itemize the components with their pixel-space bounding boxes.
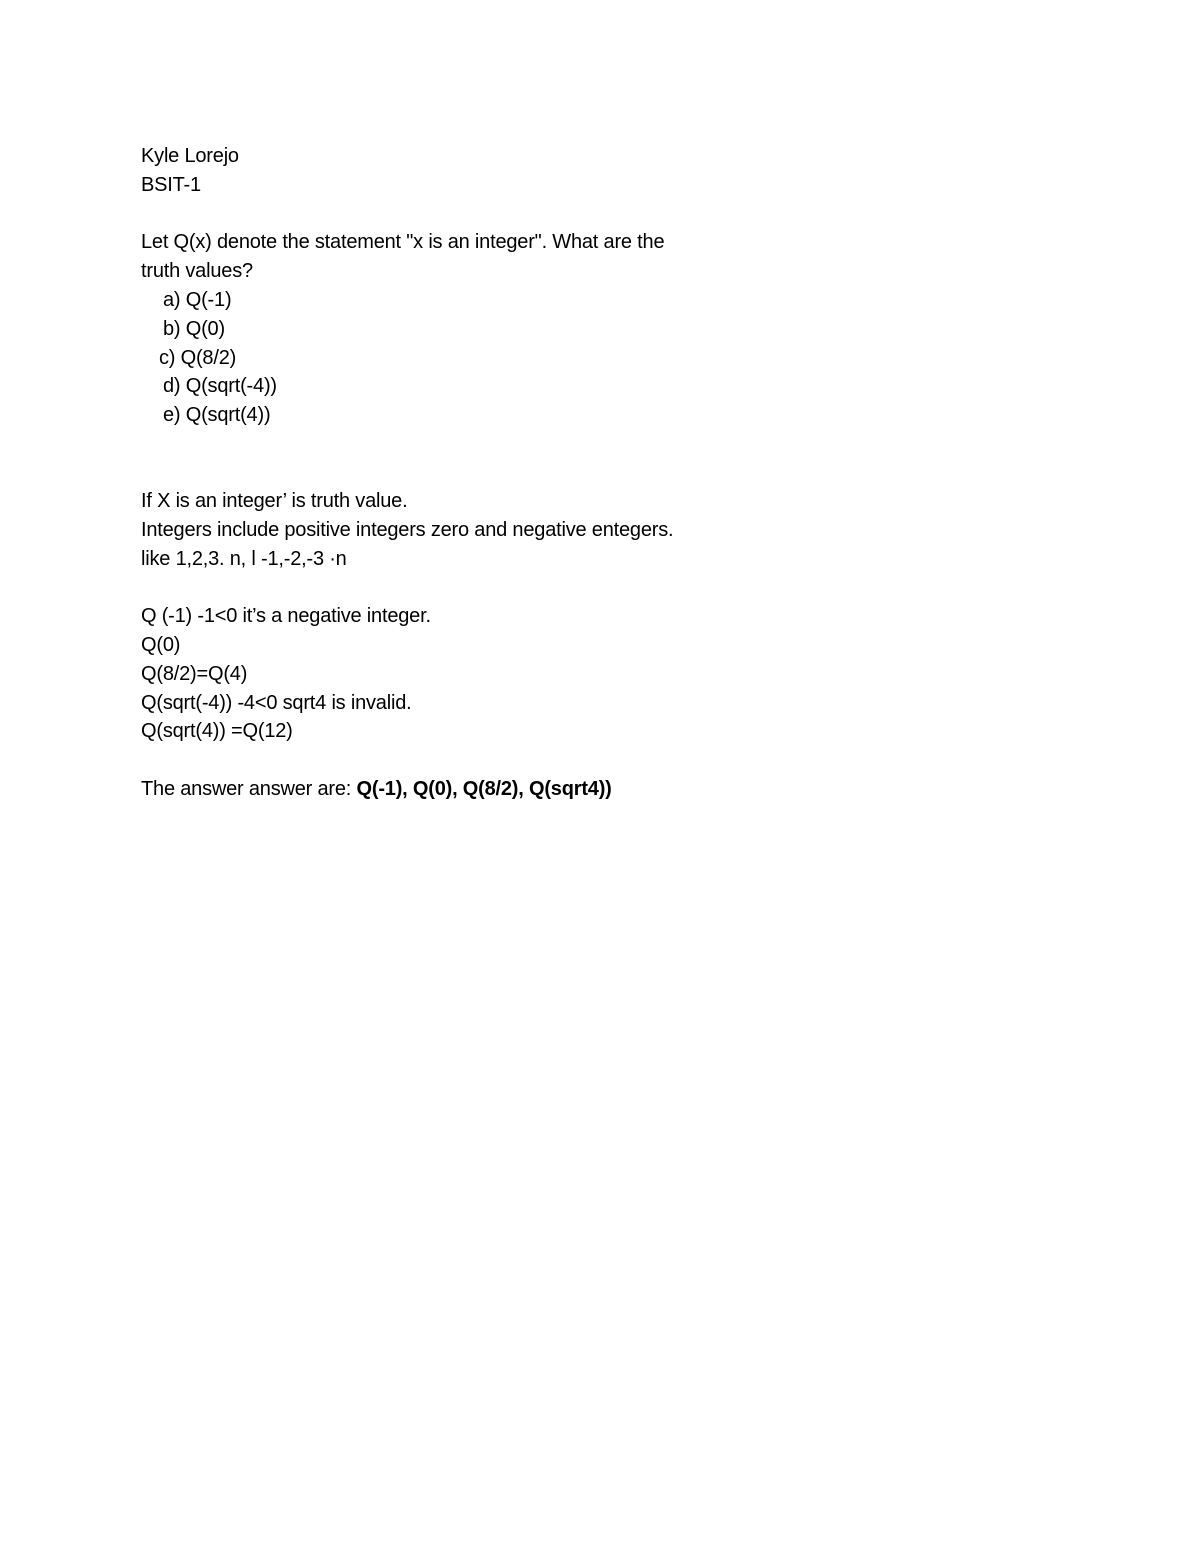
work-line-3: Q(8/2)=Q(4) — [141, 662, 248, 685]
document-content — [141, 142, 861, 804]
spacer — [141, 573, 861, 602]
option-a: a) Q(-1) — [163, 288, 232, 311]
option-d: d) Q(sqrt(-4)) — [163, 375, 277, 398]
answer-prefix: The answer answer are: — [141, 777, 357, 800]
question-line-2: truth values? — [141, 260, 253, 283]
explanation-line-3: like 1,2,3. n, l -1,-2,-3 ·n — [141, 547, 347, 570]
spacer — [141, 200, 861, 229]
work-line-5: Q(sqrt(4)) =Q(12) — [141, 720, 293, 743]
answer-values: Q(-1), Q(0), Q(8/2), Q(sqrt4)) — [356, 777, 612, 800]
option-b: b) Q(0) — [163, 317, 225, 340]
explanation-line-1: If X is an integer’ is truth value. — [141, 489, 408, 512]
spacer — [141, 746, 861, 775]
student-section: BSIT-1 — [141, 173, 201, 196]
question-line-1: Let Q(x) denote the statement "x is an integer". What are the — [141, 231, 665, 254]
option-e: e) Q(sqrt(4)) — [163, 404, 271, 427]
student-name: Kyle Lorejo — [141, 145, 239, 167]
spacer — [141, 430, 861, 487]
explanation-line-2: Integers include positive integers zero and negative entegers. — [141, 518, 674, 541]
answer-line — [141, 775, 861, 804]
work-line-4: Q(sqrt(-4)) -4<0 sqrt4 is invalid. — [141, 691, 412, 714]
work-line-1: Q (-1) -1<0 it’s a negative integer. — [141, 605, 431, 628]
work-line-2: Q(0) — [141, 633, 181, 656]
option-c: c) Q(8/2) — [159, 346, 237, 369]
